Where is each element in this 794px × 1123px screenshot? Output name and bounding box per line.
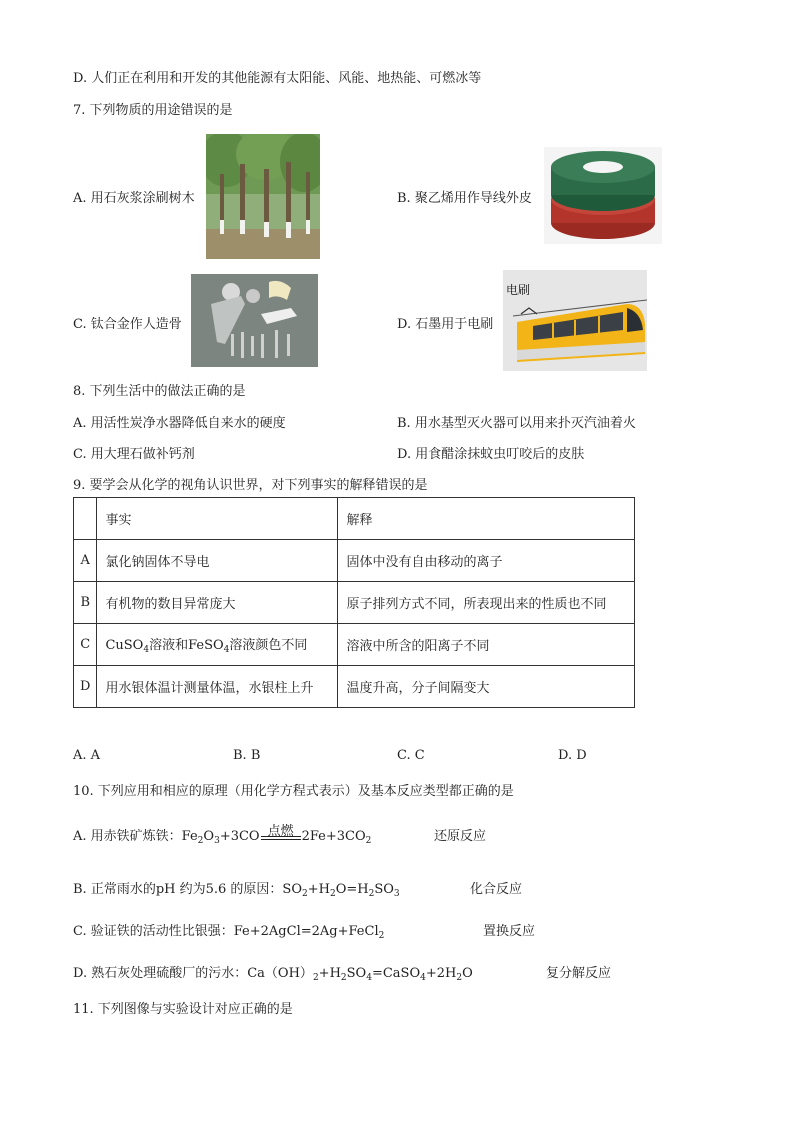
header-explain: 解释 — [338, 498, 635, 540]
q10-type-a: 还原反应 — [434, 829, 487, 844]
table-row: B 有机物的数目异常庞大 原子排列方式不同，所表现出来的性质也不同 — [74, 582, 635, 624]
q10-option-b: B. 正常雨水的pH 约为5.6 的原因：$SO_2+H_2O=H_2SO_3$ — [73, 882, 400, 899]
q10-option-c: C. 验证铁的活动性比银强：Fe+2AgCl=2Ag+FeCl$_2$ — [73, 924, 385, 941]
equation-d: $Ca(OH)_2+H_2SO_4=CaSO_4+2H_2O$ — [247, 966, 473, 983]
q9-answer-b: B. B — [233, 748, 261, 763]
fact-c: CuSO$_4$溶液和FeSO$_4$溶液颜色不同 — [97, 624, 338, 666]
q10-option-a: A. 用赤铁矿炼铁：$Fe_2O_3+3CO$ 点燃 $2Fe+3CO_2$ — [73, 824, 372, 846]
trees-photo — [206, 134, 320, 259]
table-row: A 氯化钠固体不导电 固体中没有自由移动的离子 — [74, 540, 635, 582]
header-fact: 事实 — [97, 498, 338, 540]
q10-type-d: 复分解反应 — [546, 966, 612, 981]
q8-option-d: D. 用食醋涂抹蚊虫叮咬后的皮肤 — [397, 447, 585, 462]
q8-option-c: C. 用大理石做补钙剂 — [73, 447, 195, 462]
equation-b: $SO_2+H_2O=H_2SO_3$ — [282, 882, 400, 899]
table-row: D 用水银体温计测量体温，水银柱上升 温度升高，分子间隔变大 — [74, 666, 635, 708]
q7-option-b: B. 聚乙烯用作导线外皮 — [397, 191, 532, 206]
q6-option-d: D. 人们正在利用和开发的其他能源有太阳能、风能、地热能、可燃冰等 — [73, 71, 482, 86]
q9-stem: 9. 要学会从化学的视角认识世界，对下列事实的解释错误的是 — [73, 478, 428, 493]
q8-stem: 8. 下列生活中的做法正确的是 — [73, 384, 246, 399]
q11-stem: 11. 下列图像与实验设计对应正确的是 — [73, 1002, 293, 1017]
q9-answer-d: D. D — [558, 748, 587, 763]
wire-coils-photo — [544, 147, 662, 244]
q9-answer-c: C. C — [397, 748, 425, 763]
equation-c: Fe+2AgCl=2Ag+FeCl$_2$ — [233, 924, 385, 941]
q7-option-a: A. 用石灰浆涂刷树木 — [73, 191, 195, 206]
table-header-row — [74, 498, 635, 540]
brush-label: 电刷 — [506, 283, 531, 297]
tram-photo — [503, 270, 647, 371]
titanium-implants-photo — [191, 274, 318, 367]
q7-stem: 7. 下列物质的用途错误的是 — [73, 103, 233, 118]
q7-option-c: C. 钛合金作人造骨 — [73, 317, 182, 332]
equation-a: $Fe_2O_3+3CO$ 点燃 $2Fe+3CO_2$ — [181, 824, 372, 846]
q8-option-b: B. 用水基型灭火器可以用来扑灭汽油着火 — [397, 416, 636, 431]
q7-option-d: D. 石墨用于电刷 — [397, 317, 494, 332]
q10-stem: 10. 下列应用和相应的原理（用化学方程式表示）及基本反应类型都正确的是 — [73, 784, 514, 799]
q9-table — [73, 497, 635, 708]
q10-type-b: 化合反应 — [470, 882, 523, 897]
q10-type-c: 置换反应 — [483, 924, 536, 939]
q10-option-d: D. 熟石灰处理硫酸厂的污水：$Ca(OH)_2+H_2SO_4=CaSO_4+2H_2O$ — [73, 966, 473, 983]
q8-option-a: A. 用活性炭净水器降低自来水的硬度 — [73, 416, 286, 431]
q9-answer-a: A. A — [73, 748, 101, 763]
table-row: C CuSO$_4$溶液和FeSO$_4$溶液颜色不同 溶液中所含的阳离子不同 — [74, 624, 635, 666]
